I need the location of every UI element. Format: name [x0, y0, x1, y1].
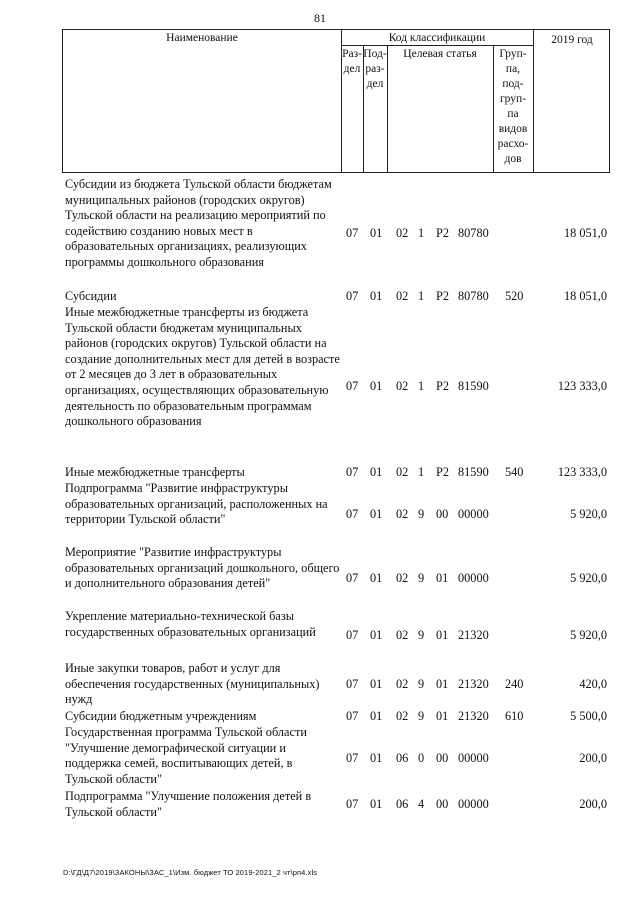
row-amount: 5 920,0 — [570, 571, 607, 585]
row-name: Укрепление материально-технической базы государственных образовательных организаций — [65, 609, 316, 639]
row-code-r: 07 — [346, 226, 359, 240]
row-code-t4: 00000 — [458, 797, 489, 811]
row-code-t2: 9 — [418, 677, 425, 691]
row-code-t4: 00000 — [458, 507, 489, 521]
row-code-g: 610 — [505, 709, 524, 723]
footer-file-path: D:\ГД\Д7\2019\ЗАКОНЫ\ЗАС_1\Изм. бюджет ТО 2019-2021_2 чт\рп4.xls — [63, 868, 318, 877]
row-code-pr: 01 — [370, 797, 383, 811]
row-code-r: 07 — [346, 507, 359, 521]
row-code-t4: 21320 — [458, 628, 489, 642]
row-amount: 18 051,0 — [563, 226, 607, 240]
row-name: Иные закупки товаров, работ и услуг для обеспечения государственных (муниципальных) нужд — [65, 661, 320, 707]
row-name: Субсидии бюджетным учреждениям — [65, 709, 257, 723]
row-code-t4: 80780 — [458, 289, 489, 303]
row-code-pr: 01 — [370, 709, 383, 723]
row-amount: 5 500,0 — [570, 709, 607, 723]
row-code-r: 07 — [346, 379, 359, 393]
row-name: Иные межбюджетные трансферты из бюджета Тульской области бюджетам муниципальных районов (городских округов) Тульской области на создание дополнительных мест для детей в возрасте от 2 месяцев до 3 лет в образовательных организациях, осуществляющих образовательную деятельность по образовательным программам дошкольного образования — [65, 305, 340, 429]
row-code-pr: 01 — [370, 507, 383, 521]
page-number: 81 — [314, 11, 326, 25]
row-code-t1: 02 — [396, 709, 409, 723]
row-name: Мероприятие "Развитие инфраструктуры образовательных организаций дошкольного, общего и дополнительного образования детей" — [65, 545, 340, 591]
row-code-pr: 01 — [370, 571, 383, 585]
row-code-t2: 0 — [418, 751, 425, 765]
header-divider — [533, 30, 534, 172]
row-code-t3: 01 — [436, 571, 449, 585]
row-code-r: 07 — [346, 628, 359, 642]
row-code-pr: 01 — [370, 628, 383, 642]
row-code-t2: 9 — [418, 571, 425, 585]
column-header-year: 2019 год — [551, 34, 593, 46]
row-code-r: 07 — [346, 709, 359, 723]
row-code-t1: 02 — [396, 465, 409, 479]
row-code-t4: 21320 — [458, 709, 489, 723]
row-name: Иные межбюджетные трансферты — [65, 465, 245, 479]
row-code-t2: 9 — [418, 628, 425, 642]
row-code-t1: 02 — [396, 226, 409, 240]
row-name: Субсидии — [65, 289, 117, 303]
row-code-r: 07 — [346, 289, 359, 303]
row-code-t4: 00000 — [458, 751, 489, 765]
row-name: Подпрограмма "Улучшение положения детей в Тульской области" — [65, 789, 312, 819]
row-code-t2: 1 — [418, 226, 425, 240]
row-code-t3: 00 — [436, 797, 449, 811]
row-amount: 5 920,0 — [570, 507, 607, 521]
row-code-t3: 00 — [436, 507, 449, 521]
row-code-t3: P2 — [436, 289, 449, 303]
column-header-name: Наименование — [166, 32, 238, 44]
row-code-t3: P2 — [436, 465, 449, 479]
row-amount: 18 051,0 — [563, 289, 607, 303]
row-amount: 420,0 — [579, 677, 607, 691]
row-name: Государственная программа Тульской области "Улучшение демографической ситуации и поддержка семей, воспитывающих детей, в Тульской области" — [65, 725, 307, 786]
row-code-r: 07 — [346, 751, 359, 765]
row-code-t1: 02 — [396, 628, 409, 642]
row-code-t2: 9 — [418, 507, 425, 521]
row-name: Подпрограмма "Развитие инфраструктуры образовательных организаций, расположенных на территории Тульской области" — [65, 481, 328, 527]
row-code-g: 240 — [505, 677, 524, 691]
row-amount: 123 333,0 — [557, 465, 607, 479]
row-code-t2: 4 — [418, 797, 425, 811]
row-amount: 200,0 — [579, 751, 607, 765]
row-code-t1: 06 — [396, 751, 409, 765]
row-code-t1: 06 — [396, 797, 409, 811]
row-code-t3: 00 — [436, 751, 449, 765]
column-header-group: Груп- па, под- груп- па видов расхо- дов — [497, 48, 529, 165]
row-code-pr: 01 — [370, 751, 383, 765]
row-code-pr: 01 — [370, 289, 383, 303]
row-code-t1: 02 — [396, 379, 409, 393]
row-code-g: 520 — [505, 289, 524, 303]
column-header-razdel: Раз- дел — [342, 48, 362, 75]
row-code-r: 07 — [346, 677, 359, 691]
column-header-target: Целевая статья — [403, 48, 477, 60]
row-code-t3: P2 — [436, 226, 449, 240]
row-code-t1: 02 — [396, 677, 409, 691]
row-code-t4: 21320 — [458, 677, 489, 691]
row-code-t2: 1 — [418, 465, 425, 479]
row-code-t3: 01 — [436, 628, 449, 642]
row-code-t2: 1 — [418, 379, 425, 393]
row-code-pr: 01 — [370, 226, 383, 240]
row-code-r: 07 — [346, 797, 359, 811]
row-code-t2: 9 — [418, 709, 425, 723]
row-code-t2: 1 — [418, 289, 425, 303]
row-code-r: 07 — [346, 571, 359, 585]
header-divider — [387, 46, 388, 172]
row-amount: 5 920,0 — [570, 628, 607, 642]
row-code-pr: 01 — [370, 677, 383, 691]
row-code-t4: 81590 — [458, 465, 489, 479]
row-code-t1: 02 — [396, 507, 409, 521]
row-code-pr: 01 — [370, 379, 383, 393]
row-code-t3: P2 — [436, 379, 449, 393]
row-code-pr: 01 — [370, 465, 383, 479]
row-amount: 200,0 — [579, 797, 607, 811]
row-name: Субсидии из бюджета Тульской области бюджетам муниципальных районов (городских округов) Тульской области на реализацию мероприятий по содействию созданию новых мест в образовательных организациях, реализующих программы дошкольного образования — [65, 177, 332, 269]
row-code-t1: 02 — [396, 289, 409, 303]
row-code-t1: 02 — [396, 571, 409, 585]
row-code-t4: 81590 — [458, 379, 489, 393]
row-code-t4: 00000 — [458, 571, 489, 585]
table-header — [62, 29, 610, 173]
column-header-podrazdel: Под- раз- дел — [363, 48, 387, 90]
row-code-r: 07 — [346, 465, 359, 479]
row-code-t3: 01 — [436, 709, 449, 723]
row-code-g: 540 — [505, 465, 524, 479]
row-amount: 123 333,0 — [557, 379, 607, 393]
row-code-t4: 80780 — [458, 226, 489, 240]
row-code-t3: 01 — [436, 677, 449, 691]
column-header-classification: Код классификации — [388, 32, 486, 44]
